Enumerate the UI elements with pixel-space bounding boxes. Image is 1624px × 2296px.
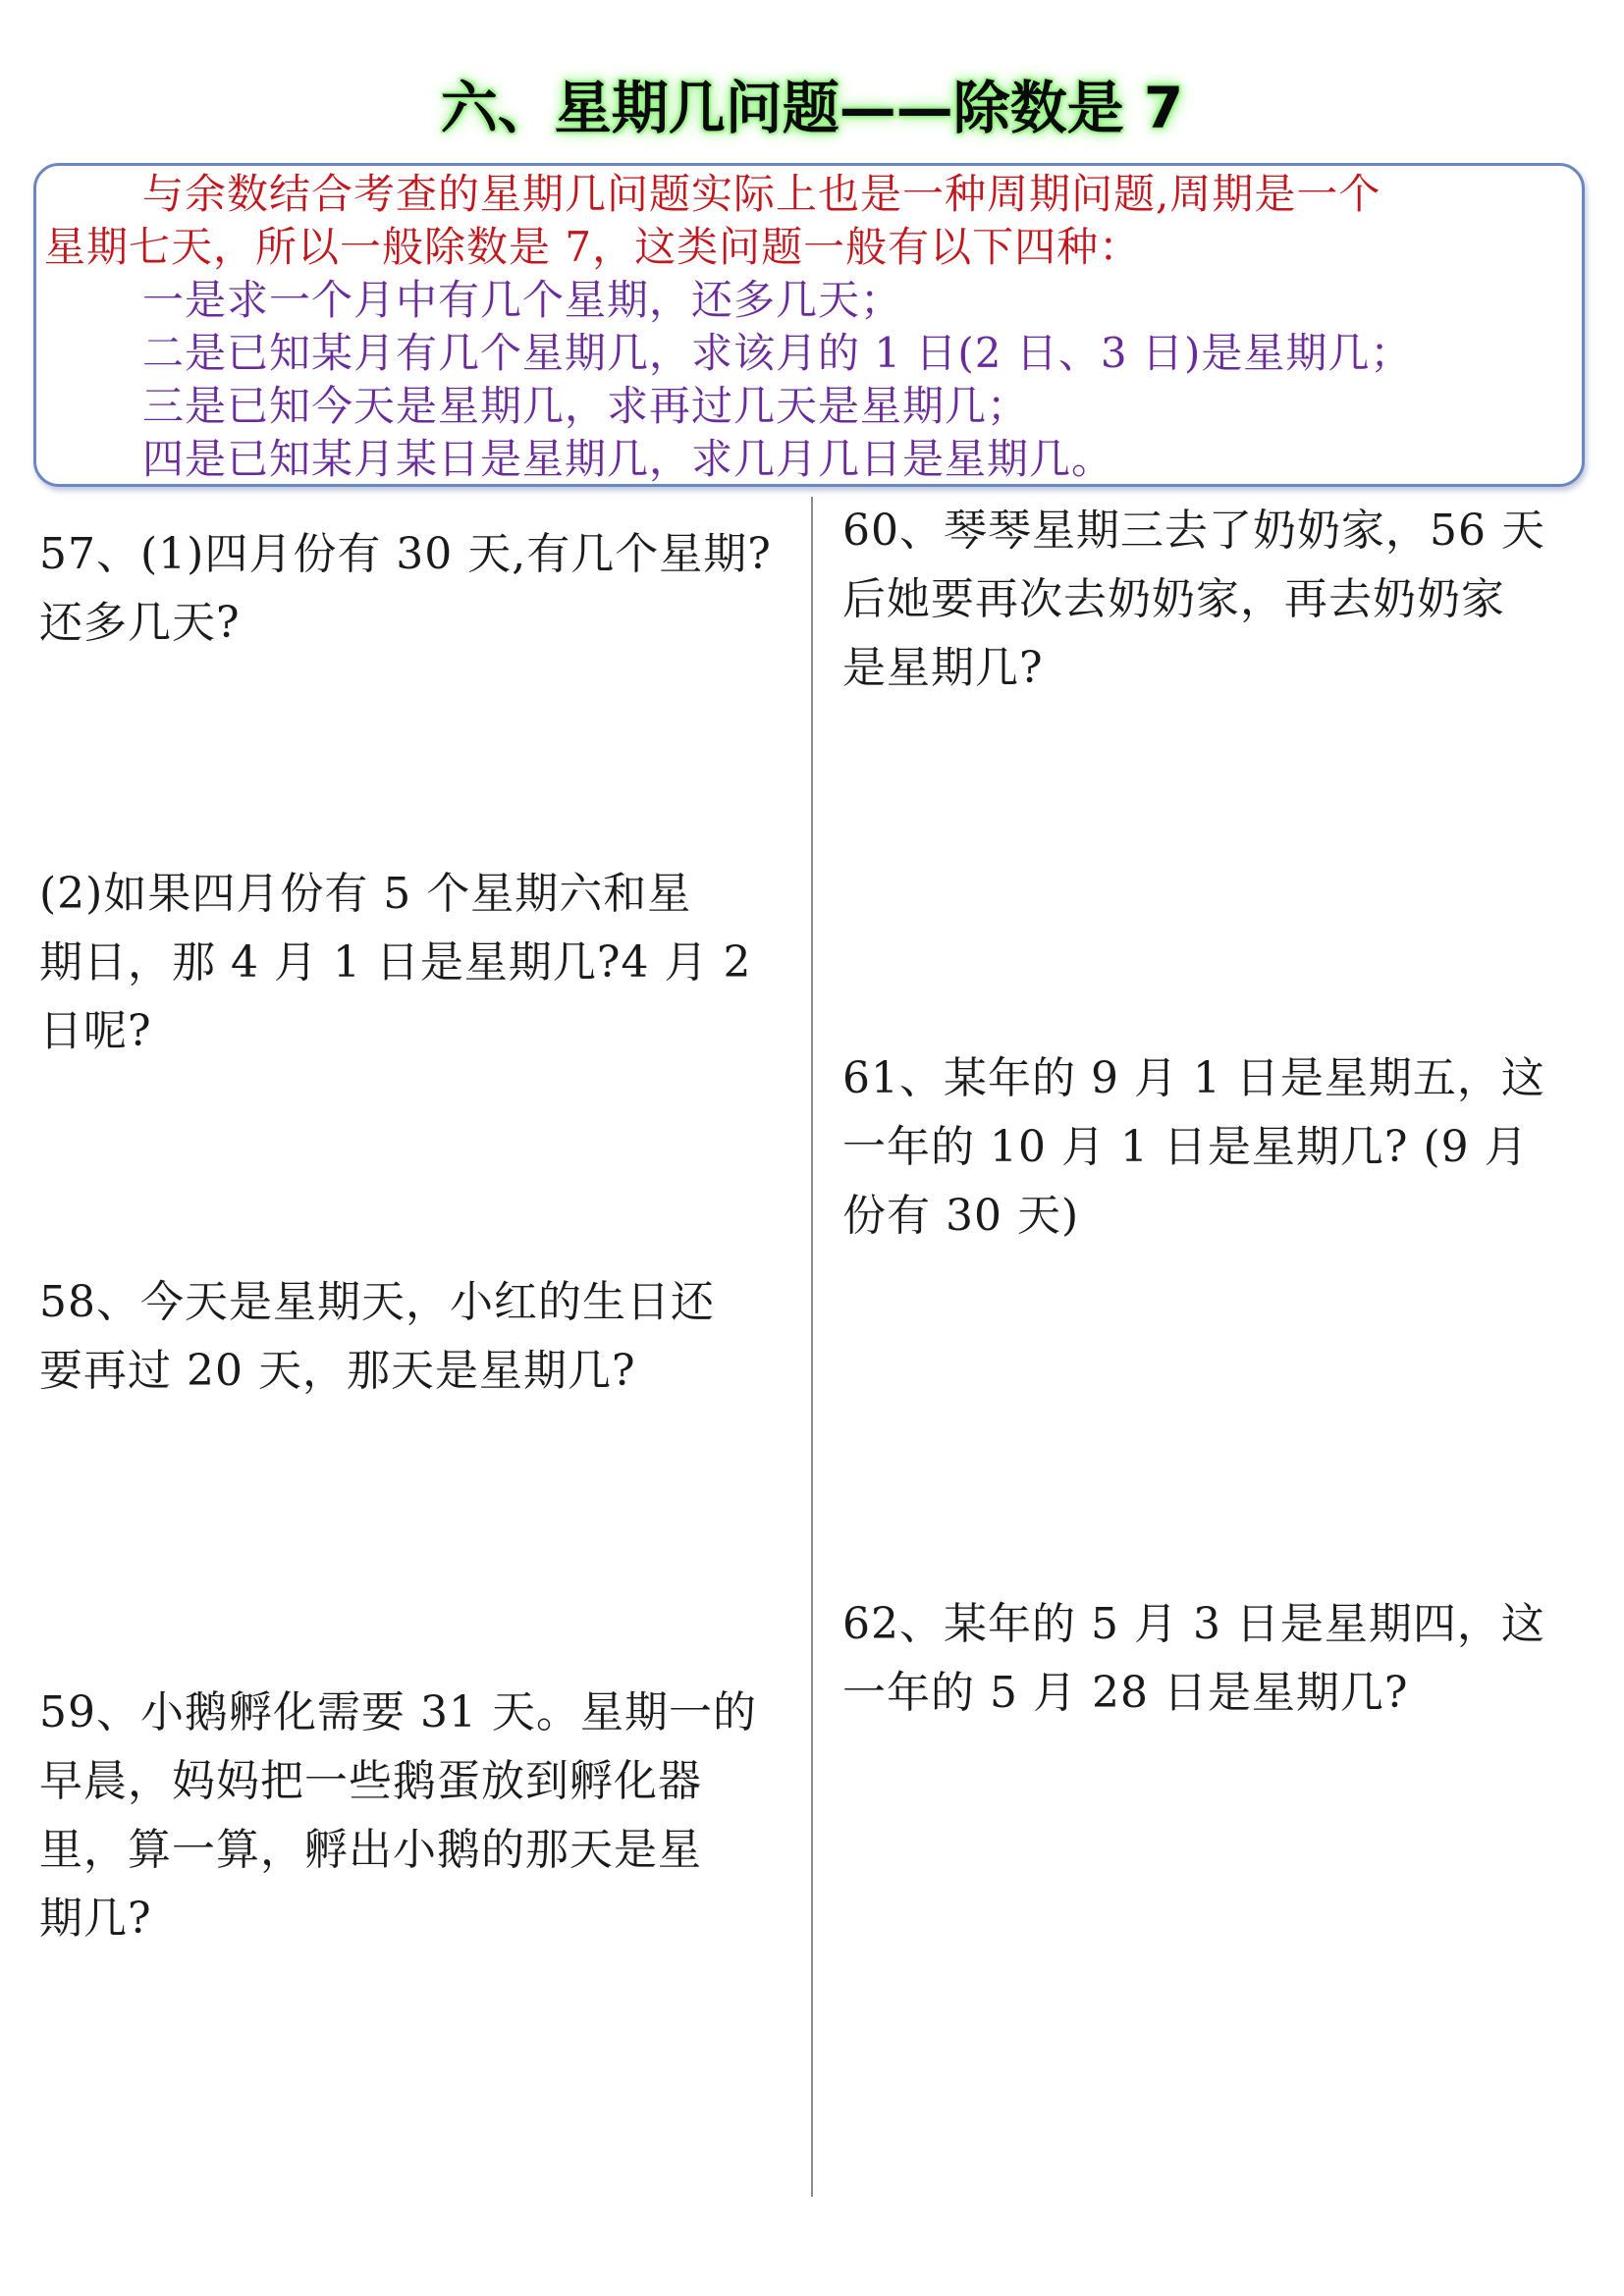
problem-line: 里，算一算，孵出小鹅的那天是星 xyxy=(39,1825,702,1875)
problem-line: 期日，那 4 月 1 日是星期几?4 月 2 xyxy=(39,937,752,988)
problem-57-part-2 xyxy=(39,860,815,1066)
intro-box xyxy=(33,163,1585,487)
problem-line: 份有 30 天) xyxy=(842,1191,1080,1241)
problem-line: 日呢? xyxy=(39,1006,152,1056)
intro-line-4: 二是已知某月有几个星期几，求该月的 1 日(2 日、3 日)是星期几； xyxy=(142,329,1413,377)
problem-line: 60、琴琴星期三去了奶奶家，56 天 xyxy=(842,506,1545,556)
problem-line: 期几? xyxy=(39,1894,152,1944)
intro-line-1: 与余数结合考查的星期几问题实际上也是一种周期问题,周期是一个 xyxy=(142,170,1381,218)
page-title: 六、星期几问题——除数是 7 xyxy=(440,75,1184,141)
intro-line-2: 星期七天，所以一般除数是 7，这类问题一般有以下四种： xyxy=(44,223,1142,271)
intro-line-6: 四是已知某月某日是星期几，求几月几日是星期几。 xyxy=(142,435,1114,483)
problem-line: 58、今天是星期天，小红的生日还 xyxy=(39,1277,715,1327)
problem-line: 57、(1)四月份有 30 天,有几个星期? xyxy=(39,529,772,579)
problem-line: (2)如果四月份有 5 个星期六和星 xyxy=(39,869,692,919)
intro-line-5: 三是已知今天是星期几，求再过几天是星期几； xyxy=(142,382,1030,430)
problem-line: 62、某年的 5 月 3 日是星期四，这 xyxy=(842,1599,1545,1649)
problem-line: 是星期几? xyxy=(842,643,1044,693)
problem-line: 要再过 20 天，那天是星期几? xyxy=(39,1346,636,1396)
problem-57-part-1 xyxy=(39,520,815,658)
problem-line: 后她要再次去奶奶家，再去奶奶家 xyxy=(842,574,1505,624)
problem-line: 61、某年的 9 月 1 日是星期五，这 xyxy=(842,1053,1545,1103)
problem-line: 一年的 10 月 1 日是星期几? (9 月 xyxy=(842,1122,1529,1172)
problem-61 xyxy=(842,1044,1598,1251)
problem-60 xyxy=(842,497,1598,703)
problem-59 xyxy=(39,1679,815,1953)
problem-line: 还多几天? xyxy=(39,598,241,648)
intro-line-3: 一是求一个月中有几个星期，还多几天； xyxy=(142,276,903,324)
problem-line: 早晨，妈妈把一些鹅蛋放到孵化器 xyxy=(39,1756,702,1806)
problem-62 xyxy=(842,1590,1598,1728)
problem-line: 59、小鹅孵化需要 31 天。星期一的 xyxy=(39,1687,757,1737)
problem-line: 一年的 5 月 28 日是星期几? xyxy=(842,1668,1409,1718)
problem-58 xyxy=(39,1268,815,1406)
